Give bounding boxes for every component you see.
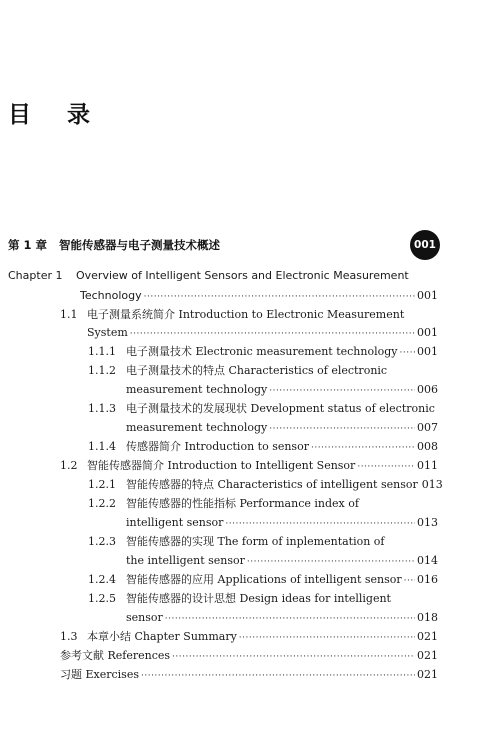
toc-line[interactable] [126,383,438,398]
page-number: 001 [417,289,438,302]
toc-line[interactable] [87,326,438,341]
chapter-page-badge: 001 [410,230,440,260]
page-number: 021 [417,649,438,662]
toc-entry-title[interactable]: 智能传感器的实现 The form of inplementation of [126,535,385,548]
toc-line[interactable] [80,289,438,304]
toc-line[interactable] [126,345,438,360]
chapter-title-en-line2: Technology [80,289,142,302]
dot-leader [130,327,415,341]
dot-leader [225,517,415,531]
toc-line[interactable] [126,554,438,569]
section-number: 1.3 [60,630,78,643]
page-number: 013 [417,516,438,529]
toc-line[interactable] [87,459,438,474]
page-number: 011 [417,459,438,472]
toc-entry-title: 智能传感器的特点 Characteristics of intelligent sensor [126,478,418,491]
toc-entry-title[interactable]: 电子测量技术的特点 Characteristics of electronic [126,364,388,377]
dot-leader [172,650,415,664]
toc-entry-title: 智能传感器简介 Introduction to Intelligent Sensor [87,459,356,472]
section-number: 1.1.3 [88,402,116,415]
section-number: 1.2.2 [88,497,116,510]
page-number: 008 [417,440,438,453]
page-number: 018 [417,611,438,624]
dot-leader [239,631,415,645]
toc-line[interactable] [126,516,438,531]
page-number: 021 [417,630,438,643]
toc-entry-title-cont: System [87,326,128,339]
page-number: 021 [417,668,438,681]
page-title: 目 录 [8,102,105,128]
dot-leader [144,290,415,304]
chapter-number-cn: 第 1 章 [8,238,48,252]
page-number: 016 [417,573,438,586]
toc-entry-title-cont: intelligent sensor [126,516,224,529]
toc-entry-title[interactable]: 智能传感器的性能指标 Performance index of [126,497,359,510]
toc-line[interactable] [87,630,438,645]
toc-entry-title[interactable]: 智能传感器的设计思想 Design ideas for intelligent [126,592,391,605]
section-number: 1.2.5 [88,592,116,605]
section-number: 1.2.1 [88,478,116,491]
dot-leader [247,555,415,569]
toc-line[interactable] [126,573,438,588]
page-number: 014 [417,554,438,567]
dot-leader [404,574,415,588]
chapter-title-en-line1[interactable]: Overview of Intelligent Sensors and Electronic Measurement [76,269,409,282]
toc-line[interactable] [126,478,443,493]
toc-line[interactable] [60,649,438,664]
toc-entry-title[interactable]: 电子测量系统简介 Introduction to Electronic Measurement [87,308,405,321]
dot-leader [165,612,415,626]
toc-entry-title-cont: sensor [126,611,163,624]
toc-entry-title-cont: measurement technology [126,421,268,434]
section-number: 1.1.1 [88,345,116,358]
dot-leader [269,422,415,436]
section-number: 1.1.4 [88,440,116,453]
toc-entry-title-cont: the intelligent sensor [126,554,245,567]
toc-entry-title: 智能传感器的应用 Applications of intelligent sensor [126,573,402,586]
section-number: 1.2.4 [88,573,116,586]
chapter-label-en: Chapter 1 [8,269,63,282]
chapter-title-cn: 智能传感器与电子测量技术概述 [59,238,221,252]
toc-line[interactable] [60,668,438,683]
section-number: 1.1.2 [88,364,116,377]
dot-leader [357,460,415,474]
toc-line[interactable] [126,611,438,626]
dot-leader [269,384,415,398]
dot-leader [311,441,415,455]
toc-entry-title: 本章小结 Chapter Summary [87,630,237,643]
toc-entry-title: 参考文献 References [60,649,171,662]
toc-entry-title: 电子测量技术 Electronic measurement technology [126,345,398,358]
toc-entry-title: 习题 Exercises [60,668,139,681]
section-number: 1.1 [60,308,78,321]
dot-leader [141,669,415,683]
page-number: 001 [417,326,438,339]
page-number: 013 [421,478,443,491]
section-number: 1.2.3 [88,535,116,548]
toc-line[interactable] [126,421,438,436]
toc-line[interactable] [126,440,438,455]
page-number: 006 [417,383,438,396]
page-number: 007 [417,421,438,434]
toc-entry-title-cont: measurement technology [126,383,268,396]
section-number: 1.2 [60,459,78,472]
dot-leader [400,346,416,360]
toc-entry-title[interactable]: 电子测量技术的发展现状 Development status of electronic [126,402,435,415]
toc-entry-title: 传感器简介 Introduction to sensor [126,440,309,453]
page-number: 001 [417,345,438,358]
